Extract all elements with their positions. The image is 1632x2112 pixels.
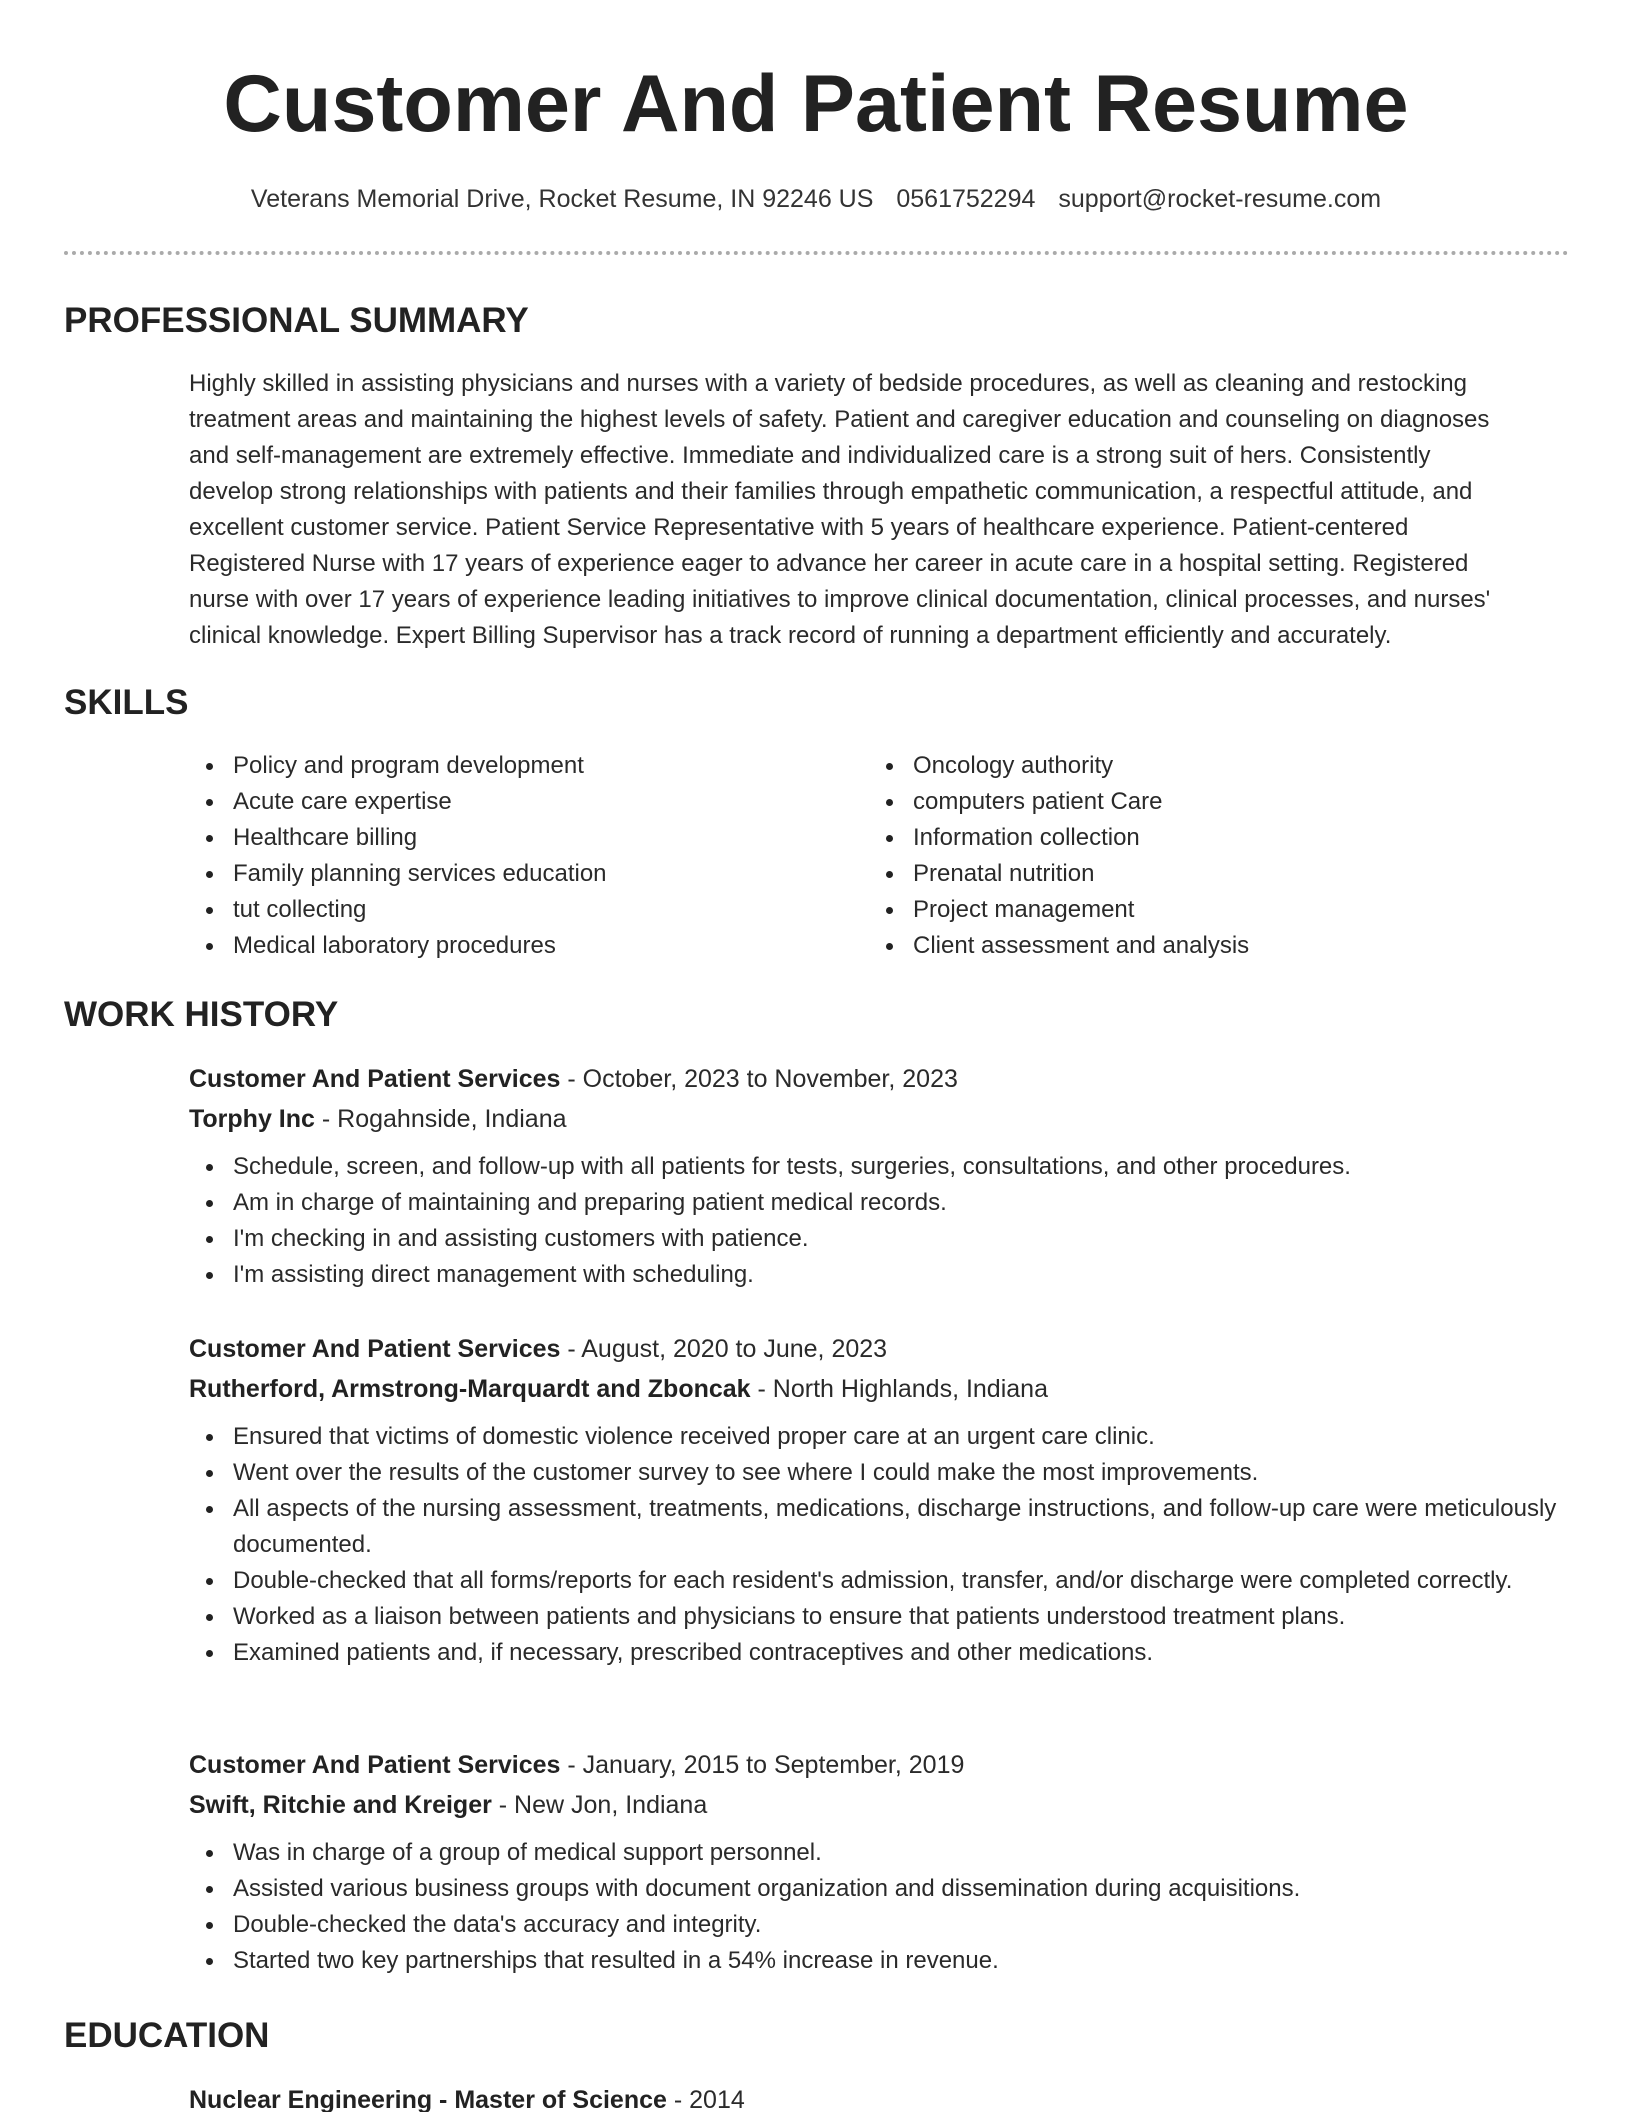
- job-bullet: Was in charge of a group of medical support personnel.: [189, 1835, 1569, 1871]
- job-bullet: Went over the results of the customer survey to see where I could make the most improvements.: [189, 1455, 1569, 1491]
- summary-heading: PROFESSIONAL SUMMARY: [64, 301, 529, 340]
- job-title-line: [189, 1059, 1569, 1099]
- job-bullet: All aspects of the nursing assessment, treatments, medications, discharge instructions, and follow-up care were meticulously documented.: [189, 1491, 1569, 1563]
- contact-email: support@rocket-resume.com: [1058, 185, 1382, 213]
- summary-line: Highly skilled in assisting physicians and nurses with a variety of bedside procedures, as well as cleaning and restocking: [189, 370, 1467, 397]
- job-location: - Rogahnside, Indiana: [314, 1105, 567, 1133]
- summary-line: and self-management are extremely effective. Immediate and individualized care is a strong suit of hers. Consistently: [189, 442, 1431, 469]
- job-bullet: Assisted various business groups with document organization and dissemination during acquisitions.: [189, 1871, 1569, 1907]
- contact-info: [0, 183, 1632, 215]
- job-bullet: I'm assisting direct management with scheduling.: [189, 1257, 1569, 1293]
- job-bullet: Am in charge of maintaining and preparing patient medical records.: [189, 1185, 1569, 1221]
- summary-line: develop strong relationships with patients and their families through empathetic communication, a respectful attitude, and: [189, 478, 1473, 505]
- job-title: Customer And Patient Services: [189, 1751, 561, 1779]
- job-entry: [189, 1745, 1569, 1979]
- job-entry: [189, 1059, 1569, 1293]
- job-company: Torphy Inc: [189, 1105, 315, 1133]
- job-bullet: Schedule, screen, and follow-up with all patients for tests, surgeries, consultations, and other procedures.: [189, 1149, 1569, 1185]
- contact-address: Veterans Memorial Drive, Rocket Resume, IN 92246 US: [250, 185, 874, 213]
- job-title-line: [189, 1329, 1569, 1369]
- skill-item: Prenatal nutrition: [869, 856, 1529, 892]
- skills-heading: SKILLS: [64, 683, 189, 722]
- summary-text: [189, 366, 1569, 654]
- job-bullet: I'm checking in and assisting customers with patience.: [189, 1221, 1569, 1257]
- resume-name: Customer And Patient Resume: [223, 59, 1409, 149]
- job-company: Swift, Ritchie and Kreiger: [189, 1791, 492, 1819]
- summary-line: Registered Nurse with 17 years of experience eager to advance her career in acute care in a hospital setting. Registered: [189, 550, 1469, 577]
- job-bullets: [189, 1835, 1569, 1979]
- header-divider: [64, 251, 1569, 255]
- job-title: Customer And Patient Services: [189, 1335, 561, 1363]
- job-bullet: Examined patients and, if necessary, prescribed contraceptives and other medications.: [189, 1635, 1569, 1671]
- summary-line: nurse with over 17 years of experience leading initiatives to improve clinical documentation, clinical processes, and nurses': [189, 586, 1491, 613]
- education-heading: EDUCATION: [64, 2016, 270, 2055]
- job-company-line: [189, 1099, 1569, 1139]
- job-company-line: [189, 1369, 1569, 1409]
- skills-column-2: [869, 748, 1529, 964]
- job-bullets: [189, 1149, 1569, 1293]
- skill-item: computers patient Care: [869, 784, 1529, 820]
- job-bullet: Started two key partnerships that resulted in a 54% increase in revenue.: [189, 1943, 1569, 1979]
- job-title-line: [189, 1745, 1569, 1785]
- skill-item: Information collection: [869, 820, 1529, 856]
- education-entry: [189, 2080, 745, 2112]
- education-year: - 2014: [666, 2086, 745, 2112]
- job-entry: [189, 1329, 1569, 1671]
- job-title: Customer And Patient Services: [189, 1065, 561, 1093]
- job-dates: - January, 2015 to September, 2019: [560, 1751, 965, 1779]
- job-company: Rutherford, Armstrong-Marquardt and Zboncak: [189, 1375, 751, 1403]
- skill-item: Acute care expertise: [189, 784, 849, 820]
- skill-item: Client assessment and analysis: [869, 928, 1529, 964]
- summary-line: clinical knowledge. Expert Billing Supervisor has a track record of running a department efficiently and accurately.: [189, 622, 1392, 649]
- skill-item: Healthcare billing: [189, 820, 849, 856]
- skill-item: Medical laboratory procedures: [189, 928, 849, 964]
- job-location: - New Jon, Indiana: [491, 1791, 708, 1819]
- skill-item: Family planning services education: [189, 856, 849, 892]
- job-bullets: [189, 1419, 1569, 1671]
- summary-line: treatment areas and maintaining the highest levels of safety. Patient and caregiver education and counseling on diagnoses: [189, 406, 1490, 433]
- job-dates: - August, 2020 to June, 2023: [560, 1335, 888, 1363]
- work-history-heading: WORK HISTORY: [64, 995, 339, 1034]
- skill-item: Project management: [869, 892, 1529, 928]
- skills-column-1: [189, 748, 849, 964]
- skill-item: Policy and program development: [189, 748, 849, 784]
- job-bullet: Double-checked the data's accuracy and integrity.: [189, 1907, 1569, 1943]
- skill-item: tut collecting: [189, 892, 849, 928]
- skill-item: Oncology authority: [869, 748, 1529, 784]
- job-bullet: Worked as a liaison between patients and physicians to ensure that patients understood treatment plans.: [189, 1599, 1569, 1635]
- job-dates: - October, 2023 to November, 2023: [560, 1065, 958, 1093]
- job-location: - North Highlands, Indiana: [750, 1375, 1048, 1403]
- education-degree: Nuclear Engineering - Master of Science: [189, 2086, 667, 2112]
- job-company-line: [189, 1785, 1569, 1825]
- summary-line: excellent customer service. Patient Service Representative with 5 years of healthcare experience. Patient-centered: [189, 514, 1409, 541]
- job-bullet: Double-checked that all forms/reports for each resident's admission, transfer, and/or discharge were completed correctly.: [189, 1563, 1569, 1599]
- contact-phone: 0561752294: [896, 185, 1036, 213]
- job-bullet: Ensured that victims of domestic violence received proper care at an urgent care clinic.: [189, 1419, 1569, 1455]
